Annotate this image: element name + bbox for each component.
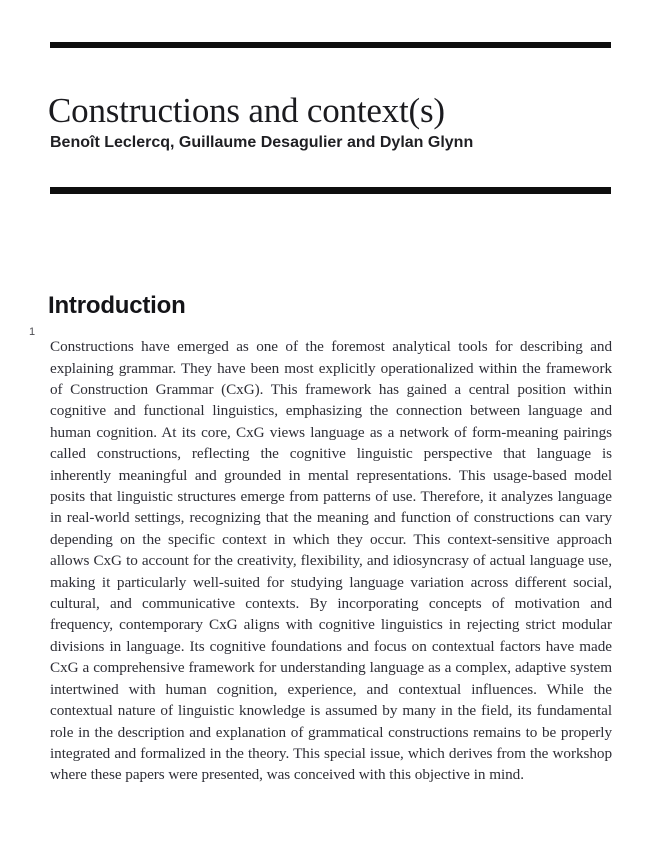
author-line: Benoît Leclercq, Guillaume Desagulier and Dylan Glynn — [50, 134, 474, 151]
margin-paragraph-number: 1 — [28, 326, 36, 338]
introduction-paragraph: Constructions have emerged as one of the foremost analytical tools for describing and explaining grammar. They have been most explicitly operationalized within the framework of Construction Grammar (CxG). This framework has gained a central position within cognitive and functional linguistics, emphasizing the connection between language and human cognition. At its core, CxG views language as a network of form-meaning pairings called constructions, reflecting the cognitive linguistic perspective that language is inherently meaningful and grounded in mental representations. This usage-based model posits that linguistic structures emerge from patterns of use. Therefore, it analyzes language in real-world settings, recognizing that the meaning and function of constructions can vary depending on the specific context in which they occur. This context-sensitive approach allows CxG to account for the creativity, flexibility, and idiosyncrasy of actual language use, making it particularly well-suited for studying language variation across different social, cultural, and communicative contexts. By incorporating concepts of motivation and frequency, contemporary CxG aligns with cognitive linguistics in rejecting strict modular divisions in language. Its cognitive foundations and focus on contextual factors have made CxG a comprehensive framework for understanding language as a complex, adaptive system intertwined with human cognition, experience, and contextual influences. While the contextual nature of linguistic knowledge is assumed by many in the field, its fundamental role in the description and explanation of grammatical constructions remains to be properly integrated and formalized in the theory. This special issue, which derives from the workshop where these papers were presented, was conceived with this objective in mind. — [50, 338, 612, 784]
top-horizontal-rule — [50, 42, 611, 48]
section-heading-introduction: Introduction — [48, 291, 186, 319]
middle-horizontal-rule — [50, 187, 611, 194]
paper-title: Constructions and context(s) — [48, 91, 445, 131]
